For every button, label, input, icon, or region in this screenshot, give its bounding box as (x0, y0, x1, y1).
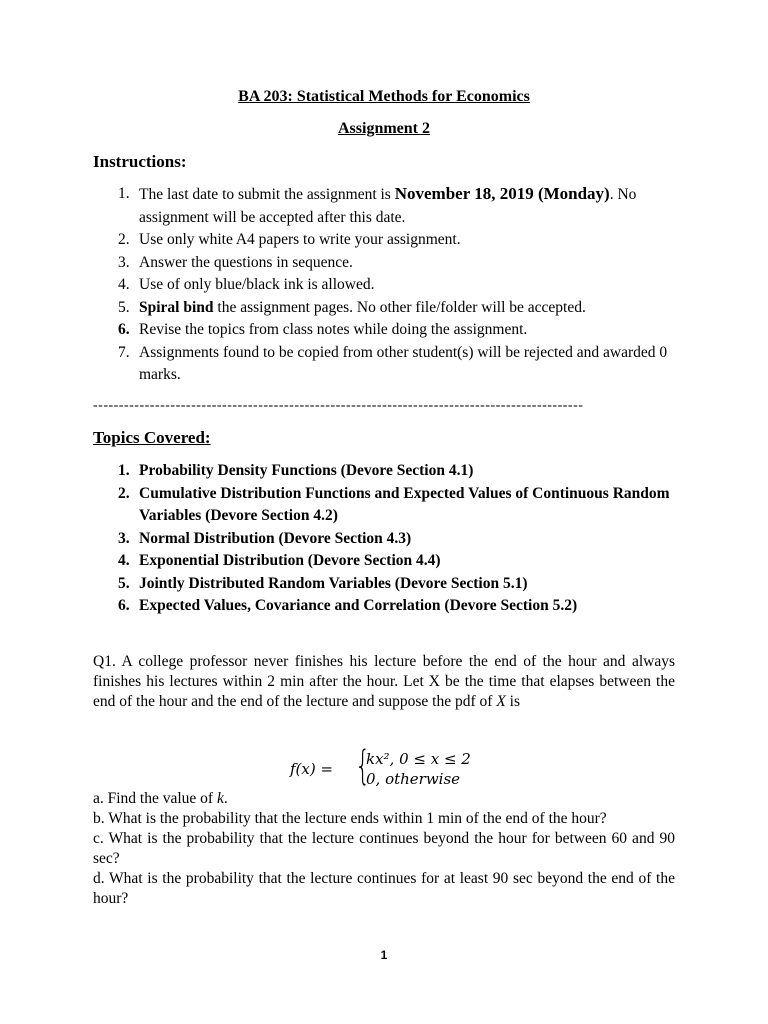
page-number: 1 (380, 948, 388, 962)
instructions-list (93, 183, 683, 387)
part-a-text: a. Find the value of (93, 790, 217, 807)
instruction-text: Assignments found to be copied from other student(s) will be rejected and awarded 0 marks. (139, 343, 668, 383)
topic-item (93, 595, 683, 618)
topic-text: Normal Distribution (Devore Section 4.3) (139, 529, 412, 547)
item-number: 2. (118, 484, 130, 502)
item-number: 3. (118, 529, 130, 547)
instruction-text: . No assignment will be accepted after this date. (139, 186, 637, 226)
instruction-item (93, 252, 683, 275)
formula-case-2: 0, otherwise (366, 770, 461, 788)
topic-item (93, 573, 683, 596)
part-b: b. What is the probability that the lecture ends within 1 min of the end of the hour? (93, 810, 607, 827)
question-1-parts (93, 789, 675, 909)
topic-text: Cumulative Distribution Functions and Expected Values of Continuous Random Variables (Devore Section 4.2) (139, 484, 670, 524)
topics-heading: Topics Covered: (93, 428, 211, 447)
instruction-text: the assignment pages. No other file/folder will be accepted. (213, 298, 586, 316)
item-number: 4. (118, 276, 130, 293)
instruction-item (93, 274, 683, 297)
instruction-text: Use of only blue/black ink is allowed. (139, 276, 375, 293)
question-1-text (93, 652, 675, 712)
item-number: 2. (118, 231, 130, 248)
course-title: BA 203: Statistical Methods for Economics (238, 88, 530, 105)
item-number: 6. (118, 597, 130, 614)
variable-k: k (216, 790, 224, 807)
instruction-text: The last date to submit the assignment is (139, 186, 395, 203)
instruction-item (93, 319, 683, 342)
item-number: 6. (118, 321, 130, 338)
item-number: 3. (118, 253, 130, 271)
instruction-item (93, 297, 683, 320)
formula-lhs: f(x) = (290, 760, 334, 778)
part-a (93, 789, 675, 809)
instruction-item (93, 229, 683, 252)
instruction-item (93, 183, 683, 229)
topic-item (93, 550, 683, 573)
item-number: 4. (118, 552, 130, 569)
instruction-item (93, 342, 683, 387)
topic-text: Exponential Distribution (Devore Section 4.4) (139, 552, 441, 569)
instruction-text: Use only white A4 papers to write your assignment. (139, 231, 461, 248)
item-number: 7. (118, 343, 130, 361)
instructions-heading: Instructions: (93, 152, 187, 171)
item-number: 5. (118, 574, 130, 592)
item-number: 1. (118, 462, 130, 479)
question-text: is (505, 693, 520, 710)
formula-case-1: kx², 0 ≤ x ≤ 2 (366, 750, 471, 768)
variable-x: X (496, 693, 506, 710)
topic-text: Probability Density Functions (Devore Section 4.1) (139, 462, 474, 479)
topic-item (93, 483, 683, 528)
topic-item (93, 528, 683, 551)
deadline-date: November 18, 2019 (Monday) (394, 184, 610, 203)
assignment-title: Assignment 2 (337, 120, 430, 137)
topic-text: Expected Values, Covariance and Correlation (Devore Section 5.2) (139, 597, 578, 614)
item-number: 1. (118, 185, 130, 202)
part-d: d. What is the probability that the lecture continues for at least 90 sec beyond the end of the hour? (93, 870, 675, 907)
curly-brace: { (355, 743, 371, 789)
dashed-separator: ----------------------------------------------------------------------------------------------- (93, 398, 584, 413)
part-c: c. What is the probability that the lecture continues beyond the hour for between 60 and 90 sec? (93, 830, 675, 867)
topic-item (93, 460, 683, 483)
topics-list (93, 460, 683, 618)
part-a-end: . (223, 790, 228, 807)
instruction-emphasis: Spiral bind (139, 298, 214, 316)
topic-text: Jointly Distributed Random Variables (Devore Section 5.1) (139, 574, 528, 592)
instruction-text: Answer the questions in sequence. (139, 253, 353, 271)
question-text: Q1. A college professor never finishes his lecture before the end of the hour and always finishes his lectures within 2 min after the hour. Let X be the time that elapses between the end of the hour and the end of the lecture and suppose the pdf of (93, 653, 675, 710)
item-number: 5. (118, 298, 130, 316)
instruction-text: Revise the topics from class notes while doing the assignment. (139, 321, 528, 338)
pdf-formula (290, 743, 510, 792)
